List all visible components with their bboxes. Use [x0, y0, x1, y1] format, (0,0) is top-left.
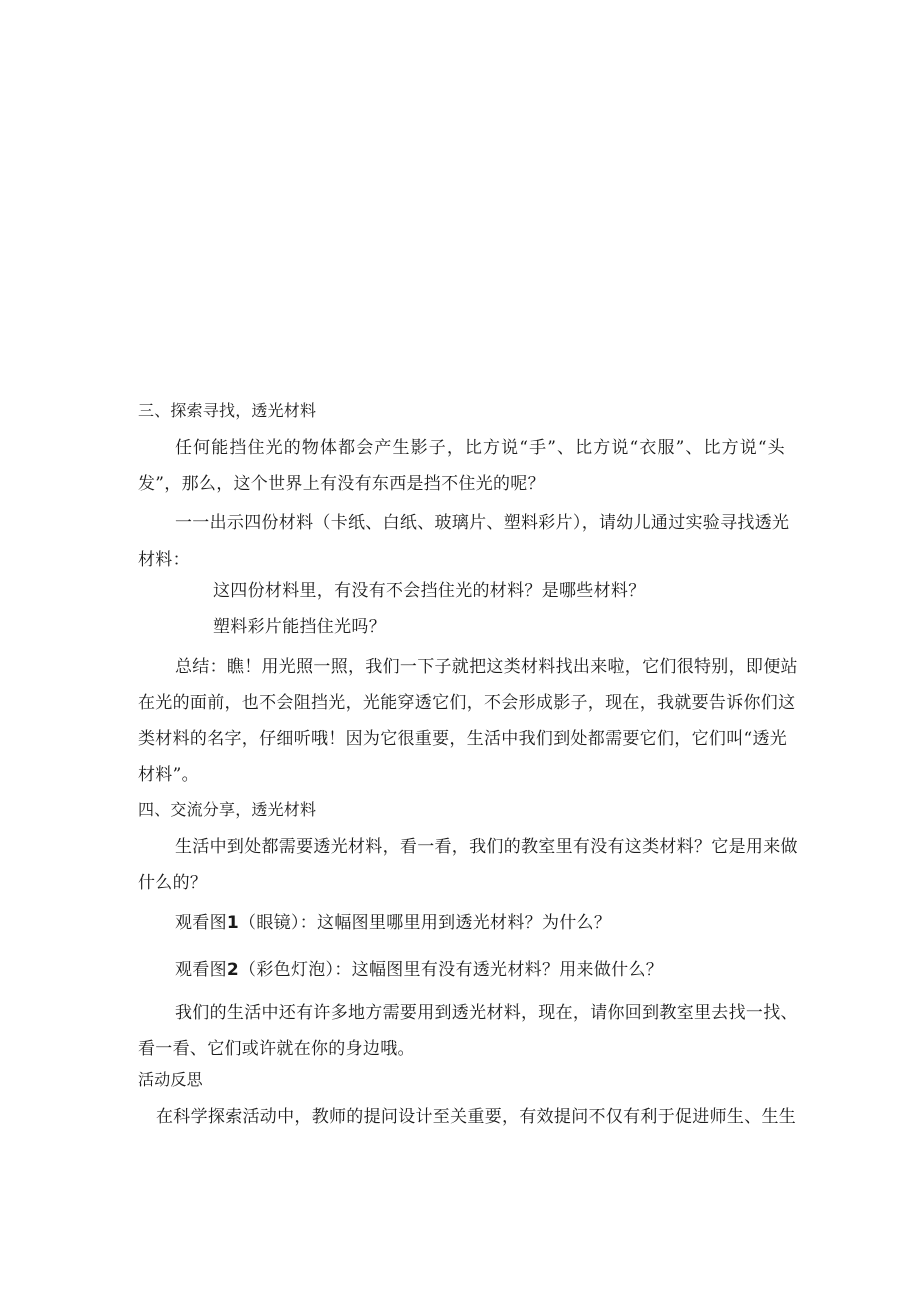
figure-2-text: （彩色灯泡）：这幅图里有没有透光材料？用来做什么？: [239, 960, 664, 980]
section-3-heading: 三、探索寻找，透光材料: [138, 401, 317, 420]
section-4-paragraph-1-line-2: 什么的？: [138, 873, 208, 893]
reflection-heading: 活动反思: [138, 1070, 203, 1089]
section-3-paragraph-1-line-2: 发”，那么，这个世界上有没有东西是挡不住光的呢？: [138, 474, 545, 494]
figure-1-text: （眼镜）：这幅图里哪里用到透光材料？为什么？: [239, 913, 612, 933]
section-3-paragraph-1-line-1: 任何能挡住光的物体都会产生影子，比方说“手”、比方说“衣服”、比方说“头: [175, 438, 785, 458]
figure-1-prefix: 观看图: [175, 913, 227, 933]
section-4-heading: 四、交流分享，透光材料: [138, 800, 317, 819]
figure-1-number: 1: [226, 913, 240, 933]
section-4-figure-2-line: [175, 960, 663, 980]
section-3-question-1: 这四份材料里，有没有不会挡住光的材料？是哪些材料？: [213, 581, 646, 601]
section-3-summary-line-1: 总结：瞧！用光照一照，我们一下子就把这类材料找出来啦，它们很特别，即便站: [175, 657, 798, 677]
section-3-paragraph-2-line-1: 一一出示四份材料（卡纸、白纸、玻璃片、塑料彩片），请幼儿通过实验寻找透光: [175, 513, 790, 533]
section-3-summary-line-3: 类材料的名字，仔细听哦！因为它很重要，生活中我们到处都需要它们，它们叫“透光: [138, 729, 788, 749]
section-3-paragraph-2-line-2: 材料：: [138, 550, 190, 570]
section-3-question-2: 塑料彩片能挡住光吗？: [213, 617, 386, 637]
section-3-summary-line-2: 在光的面前，也不会阻挡光，光能穿透它们，不会形成影子，现在，我就要告诉你们这: [138, 693, 796, 713]
section-4-figure-1-line: [175, 913, 611, 933]
section-3-summary-line-4: 材料”。: [138, 765, 199, 785]
section-4-paragraph-1-line-1: 生活中到处都需要透光材料，看一看，我们的教室里有没有这类材料？它是用来做: [175, 837, 798, 857]
figure-2-number: 2: [226, 960, 240, 980]
section-4-paragraph-2-line-2: 看一看、它们或许就在你的身边哦。: [138, 1039, 415, 1059]
section-4-paragraph-2-line-1: 我们的生活中还有许多地方需要用到透光材料，现在，请你回到教室里去找一找、: [175, 1003, 798, 1023]
figure-2-prefix: 观看图: [175, 960, 227, 980]
reflection-line-1: 在科学探索活动中，教师的提问设计至关重要，有效提问不仅有利于促进师生、生生: [156, 1107, 797, 1127]
